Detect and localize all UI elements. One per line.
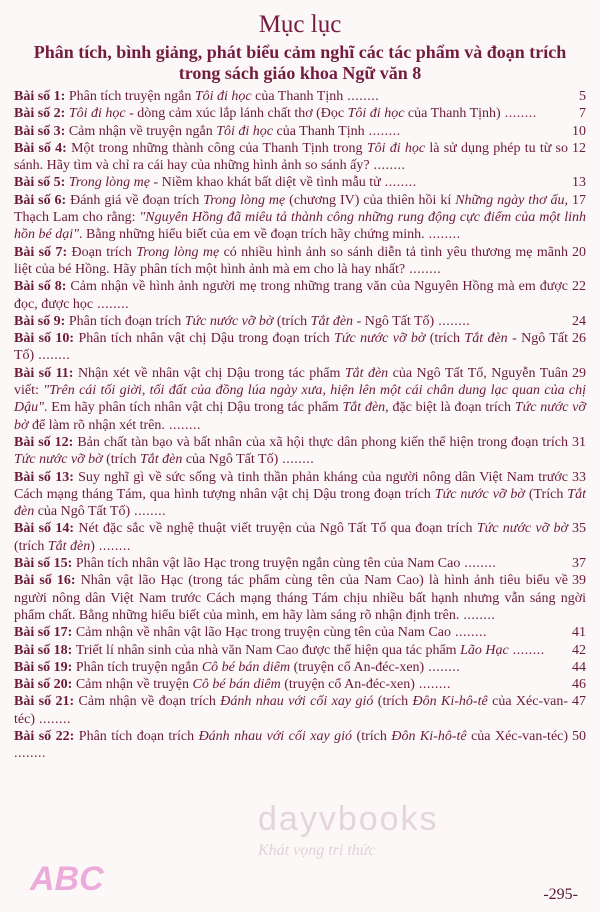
entry-number: Bài số 10: (14, 331, 79, 347)
toc-entry[interactable] (14, 693, 586, 728)
entry-title: Phân tích truyện ngắn Cô bé bán diêm (truyện cổ An-đéc-xen) (75, 659, 425, 675)
entry-leader: ........ (508, 642, 545, 658)
toc-entry[interactable] (14, 624, 586, 641)
entry-page: 20 (572, 244, 586, 260)
entry-title: Nét đặc sắc về nghệ thuật viết truyện của Ngô Tất Tố qua đoạn trích Tức nước vỡ bờ (trích Tắt đèn) (14, 521, 568, 554)
entry-leader: ........ (434, 313, 471, 329)
entry-number: Bài số 4: (14, 140, 72, 156)
entry-page: 17 (572, 192, 586, 208)
toc-entry[interactable] (14, 469, 586, 521)
entry-number: Bài số 18: (14, 642, 76, 658)
entry-leader: ........ (405, 261, 442, 277)
entry-number: Bài số 17: (14, 625, 76, 641)
entry-title: Bản chất tàn bạo và bất nhân của xã hội thực dân phong kiến thể hiện trong đoạn trích Tức nước vỡ bờ (trích Tắt đèn của Ngô Tất Tố) (14, 434, 568, 468)
entry-number: Bài số 21: (14, 694, 79, 710)
entry-page: 47 (572, 694, 586, 710)
watermark-tagline: Khát vọng tri thức (258, 842, 376, 859)
toc-entry[interactable] (14, 572, 586, 624)
entry-title: Cảm nhận về truyện Cô bé bán diêm (truyện cổ An-đéc-xen) (75, 677, 415, 693)
watermark-logo: ABC (30, 860, 104, 898)
entry-page: 31 (572, 434, 586, 450)
toc-entry[interactable] (14, 728, 586, 763)
toc-entry[interactable] (14, 434, 586, 469)
toc-entry[interactable] (14, 555, 586, 572)
entry-leader: ........ (424, 659, 461, 675)
toc-entry[interactable] (14, 105, 586, 122)
entry-number: Bài số 19: (14, 659, 76, 675)
toc-entry[interactable] (14, 676, 586, 693)
watermark-text: dayvbooks (258, 800, 439, 838)
page-subtitle: Phân tích, bình giảng, phát biểu cảm nghĩ các tác phẩm và đoạn trích trong sách giáo khoa Ngữ văn 8 (33, 42, 567, 83)
page-number: -295- (543, 886, 578, 903)
entry-number: Bài số 14: (14, 521, 79, 537)
entry-number: Bài số 20: (14, 677, 76, 693)
entry-number: Bài số 22: (14, 728, 79, 744)
entry-title: Phân tích nhân vật chị Dậu trong đoạn trích Tức nước vỡ bờ (trích Tắt đèn - Ngô Tất Tố) (14, 331, 568, 364)
entry-page: 13 (572, 175, 586, 191)
toc-entry[interactable] (14, 88, 586, 105)
entry-leader: ........ (380, 175, 417, 191)
entry-title: Phân tích nhân vật lão Hạc trong truyện ngắn cùng tên của Nam Cao (75, 556, 461, 572)
entry-number: Bài số 6: (14, 192, 71, 208)
entry-leader: ........ (414, 677, 451, 693)
entry-leader: ........ (364, 123, 401, 139)
toc-entry[interactable] (14, 140, 586, 175)
entry-number: Bài số 9: (14, 313, 69, 329)
entry-leader: ........ (14, 746, 46, 762)
entry-title: Đoạn trích Trong lòng mẹ có nhiều hình ảnh so sánh diễn tả tình yêu thương mẹ mãnh liệt của bé Hồng. Hãy phân tích một hình ảnh mà em cho là hay nhất? (14, 244, 569, 277)
toc-entry[interactable] (14, 244, 586, 279)
entry-title: Phân tích truyện ngắn Tôi đi học của Thanh Tịnh (68, 89, 344, 104)
entry-title: Phân tích đoạn trích Đánh nhau với cối xay gió (trích Đôn Ki-hô-tê của Xéc-van-téc) (78, 728, 569, 744)
entry-page: 37 (572, 556, 586, 572)
entry-page: 41 (572, 625, 586, 641)
entry-leader: ........ (451, 625, 487, 641)
entry-page: 44 (572, 659, 586, 675)
entry-leader: ........ (343, 89, 380, 104)
entry-leader: ........ (459, 607, 496, 623)
entry-leader: ........ (164, 417, 201, 433)
entry-number: Bài số 12: (14, 434, 78, 450)
entry-title: Suy nghĩ gì về sức sống và tinh thần phản kháng của người nông dân Việt Nam trước Cách mạng tháng Tám, qua hình tượng nhân vật chị Dậu trong đoạn trích Tức nước vỡ bờ (Trích Tắt đèn của Ngô Tất Tố) (14, 469, 586, 520)
toc-entry[interactable] (14, 192, 586, 244)
toc-entry[interactable] (14, 659, 586, 676)
entry-page: 12 (572, 140, 586, 156)
entry-number: Bài số 3: (14, 123, 69, 139)
toc-entry[interactable] (14, 278, 586, 313)
entry-page: 26 (572, 331, 586, 347)
entry-number: Bài số 11: (14, 365, 78, 381)
entry-title: Cảm nhận về truyện ngắn Tôi đi học của Thanh Tịnh (68, 123, 365, 139)
entry-number: Bài số 1: (14, 89, 69, 104)
entry-title: Cảm nhận về hình ảnh người mẹ trong những trang văn của Nguyên Hồng mà em được đọc, được học (14, 279, 568, 312)
entry-leader: ........ (278, 452, 315, 468)
entry-number: Bài số 2: (14, 106, 69, 122)
entry-title: Cảm nhận về đoạn trích Đánh nhau với cối xay gió (trích Đôn Ki-hô-tê của Xéc-van-téc) (14, 694, 569, 727)
entry-page: 39 (572, 573, 586, 589)
entry-page: 29 (572, 365, 586, 381)
page-title: Mục lục (258, 11, 342, 38)
toc-entry[interactable] (14, 313, 586, 330)
entry-title: Trong lòng mẹ - Niềm khao khát bất diệt về tình mẫu tử (68, 175, 381, 191)
entry-leader: ........ (460, 556, 497, 572)
entry-title: Tôi đi học - dòng cảm xúc lắp lánh chất thơ (Đọc Tôi đi học của Thanh Tịnh) (68, 106, 501, 122)
entry-page: 46 (572, 677, 586, 693)
entry-page: 42 (572, 642, 586, 658)
entry-title: Phân tích đoạn trích Tức nước vỡ bờ (trích Tắt đèn - Ngô Tất Tố) (68, 313, 435, 329)
entry-number: Bài số 13: (14, 469, 79, 485)
entry-page: 24 (572, 313, 586, 329)
entry-leader: ........ (93, 296, 130, 312)
entry-leader: ........ (94, 538, 131, 554)
entry-title: Một trong những thành công của Thanh Tịnh trong Tôi đi học là sử dụng phép tu từ so sánh. Hãy tìm và chỉ ra cái hay của những hình ảnh so sánh ấy? (14, 140, 569, 174)
toc-entry[interactable] (14, 330, 586, 365)
entry-page: 22 (572, 279, 586, 295)
entry-page: 10 (572, 123, 586, 139)
entry-leader: ........ (500, 106, 537, 122)
entry-number: Bài số 5: (14, 175, 69, 191)
entry-leader: ........ (369, 158, 406, 174)
entry-leader: ........ (424, 227, 461, 243)
entry-title: Nhân vật lão Hạc (trong tác phẩm cùng tên của Nam Cao) là hình ảnh tiêu biểu về người nông dân Việt Nam trước Cách mạng tháng Tám chịu nhiều bất hạnh nhưng vẫn sáng ngời phẩm chất. Bằng những hiểu biết của mình, em hãy làm sáng rõ nhận định trên. (14, 573, 586, 623)
table-of-contents (14, 88, 586, 763)
toc-entry[interactable] (14, 123, 586, 140)
toc-entry[interactable] (14, 365, 586, 434)
entry-leader: ........ (34, 348, 71, 364)
entry-number: Bài số 15: (14, 556, 76, 572)
entry-leader: ........ (130, 504, 167, 520)
entry-title: Đánh giá về đoạn trích Trong lòng mẹ (chương IV) của thiên hồi kí Những ngày thơ ấu, Thạch Lam cho rằng: "Nguyên Hồng đã miêu tả thành công những rung động cực điểm của một linh hồn bé dại". Bằng những hiểu biết của em về đoạn trích hãy chứng minh. (14, 192, 586, 243)
entry-number: Bài số 8: (14, 279, 71, 295)
entry-title: Cảm nhận về nhân vật lão Hạc trong truyện cùng tên của Nam Cao (75, 625, 451, 641)
entry-leader: ........ (34, 711, 71, 727)
entry-title: Triết lí nhân sinh của nhà văn Nam Cao được thể hiện qua tác phẩm Lão Hạc (75, 642, 509, 658)
entry-number: Bài số 7: (14, 244, 72, 260)
entry-page: 50 (572, 728, 586, 744)
entry-title: Nhận xét về nhân vật chị Dậu trong tác phẩm Tắt đèn của Ngô Tất Tố, Nguyễn Tuân viết: "Trên cái tối giời, tối đất của đồng lúa ngày xưa, hiện lên một cái chân dung lạc quan của chị Dậu". Em hãy phân tích nhân vật chị Dậu trong tác phẩm Tắt đèn, đặc biệt là đoạn trích Tức nước vỡ bờ để làm rõ nhận xét trên. (14, 365, 586, 433)
entry-page: 35 (572, 521, 586, 537)
entry-page: 5 (579, 89, 586, 104)
entry-number: Bài số 16: (14, 573, 81, 589)
toc-entry[interactable] (14, 174, 586, 191)
entry-page: 33 (572, 469, 586, 485)
toc-entry[interactable] (14, 642, 586, 659)
entry-page: 7 (579, 106, 586, 122)
toc-entry[interactable] (14, 520, 586, 555)
